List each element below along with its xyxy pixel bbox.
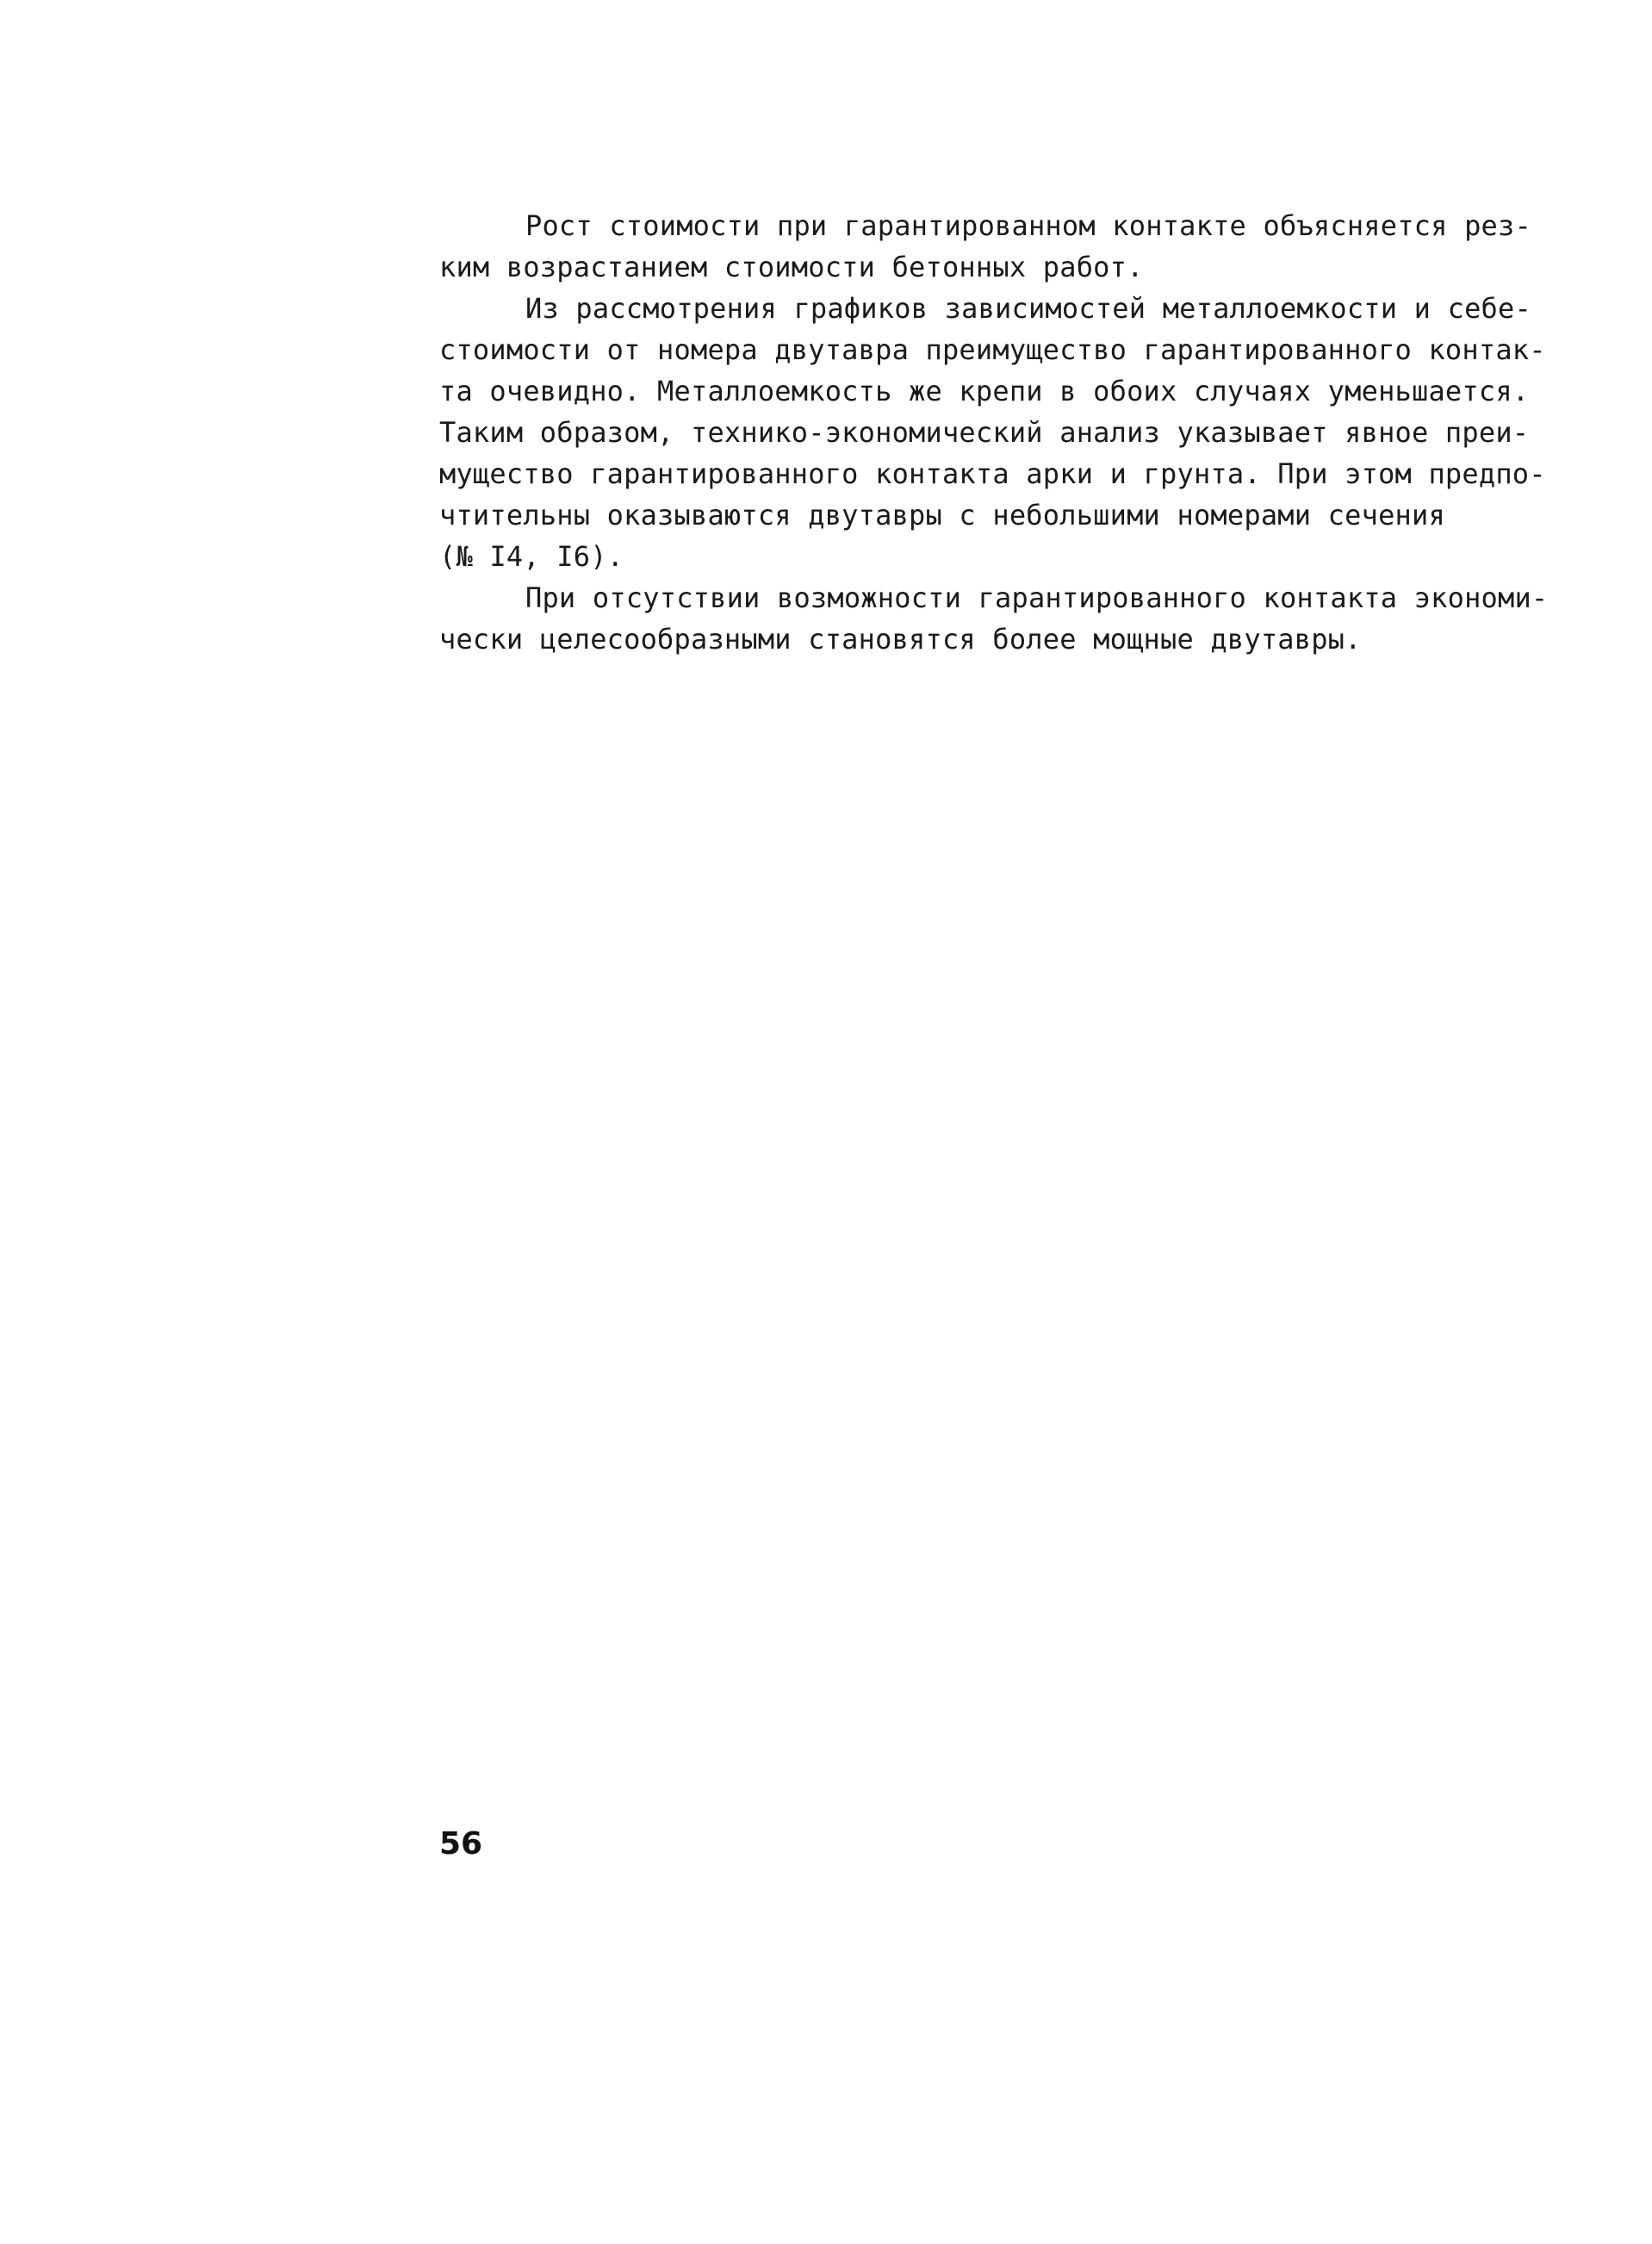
text-line: та очевидно. Металлоемкость же крепи в обоих случаях уменьшается. [439, 375, 1530, 407]
page-number: 56 [439, 1826, 483, 1862]
text-line: мущество гарантированного контакта арки и грунта. При этом предпо- [439, 457, 1546, 490]
paragraph-1 [439, 205, 1559, 288]
text-line: Рост стоимости при гарантированном контакте объясняется рез- [525, 209, 1531, 242]
paragraph-3 [439, 577, 1559, 660]
paragraph-2 [439, 288, 1559, 577]
text-line: ким возрастанием стоимости бетонных работ. [439, 251, 1144, 283]
text-line: Таким образом, технико-экономический анализ указывает явное преи- [439, 416, 1530, 449]
body-text [439, 205, 1559, 660]
text-line: чтительны оказываются двутавры с небольшими номерами сечения [439, 499, 1445, 531]
text-line: Из рассмотрения графиков зависимостей металлоемкости и себе- [525, 292, 1531, 325]
text-line: чески целесообразными становятся более мощные двутавры. [439, 623, 1362, 656]
text-line: При отсутствии возможности гарантированного контакта экономи- [525, 581, 1549, 614]
text-line: стоимости от номера двутавра преимущество гарантированного контак- [439, 333, 1546, 366]
text-line: (№ I4, I6). [439, 540, 624, 573]
